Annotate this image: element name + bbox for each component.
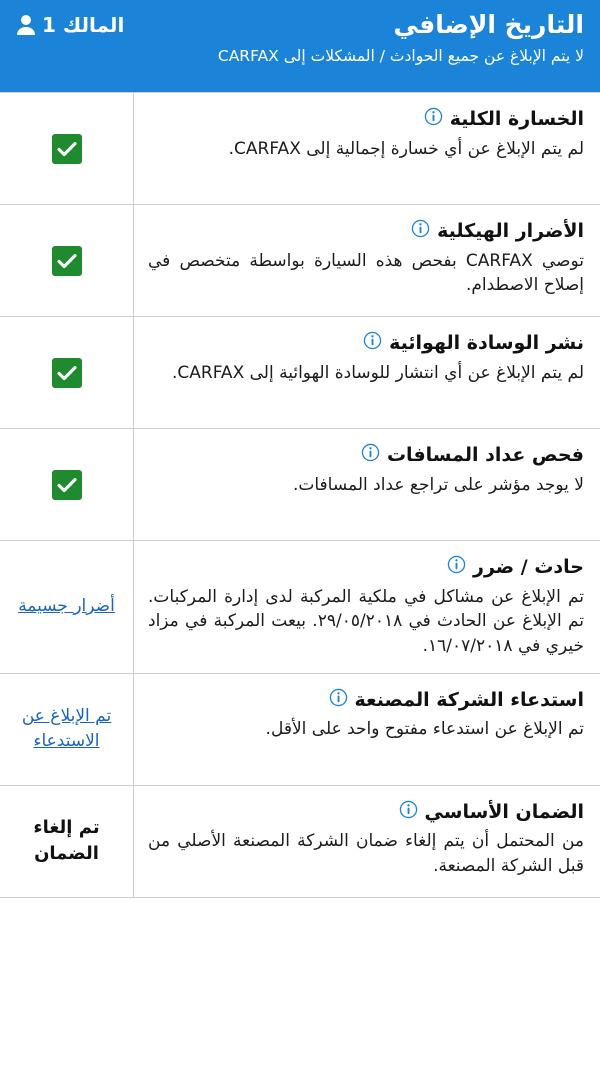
- page-title: التاريخ الإضافي: [393, 10, 584, 39]
- row-title-label: فحص عداد المسافات: [386, 444, 584, 466]
- row-title-label: حادث / ضرر: [473, 556, 584, 578]
- owner-indicator: [16, 13, 124, 37]
- info-icon[interactable]: [447, 555, 466, 581]
- row-title-label: استدعاء الشركة المصنعة: [354, 688, 584, 711]
- row-title-wrap: [148, 219, 584, 245]
- row-body-text: تم الإبلاغ عن مشاكل في ملكية المركبة لدى إدارة المركبات. تم الإبلاغ عن الحادث في ٢٩/٠٥/٢٠١٨. بيعت المركبة في مزاد خيري في ١٦/٠٧/٢٠١٨.: [148, 586, 584, 657]
- row-status-cell: [0, 674, 133, 785]
- header-subtitle: لا يتم الإبلاغ عن جميع الحوادث / المشكلات إلى CARFAX: [217, 47, 584, 65]
- info-icon[interactable]: [424, 107, 443, 133]
- row-body-text: من المحتمل أن يتم إلغاء ضمان الشركة المصنعة الأصلي من قبل الشركة المصنعة.: [148, 831, 584, 877]
- row-body-text: لم يتم الإبلاغ عن أي خسارة إجمالية إلى CARFAX.: [228, 138, 584, 159]
- row-description-cell: [133, 786, 600, 897]
- info-icon[interactable]: [363, 331, 382, 357]
- row-description-cell: [133, 541, 600, 673]
- info-icon[interactable]: [399, 800, 418, 826]
- row-status-cell: [0, 317, 133, 428]
- row-body-text: لا يوجد مؤشر على تراجع عداد المسافات.: [292, 474, 584, 495]
- row-status-cell: [0, 541, 133, 673]
- info-icon[interactable]: [329, 688, 348, 714]
- owner-label: المالك 1: [42, 13, 125, 37]
- row-body-text: لم يتم الإبلاغ عن أي انتشار للوسادة الهوائية إلى CARFAX.: [172, 362, 584, 383]
- table-row: [0, 429, 600, 541]
- row-description-cell: [133, 429, 600, 540]
- row-title-wrap: [148, 443, 584, 469]
- check-icon: [52, 470, 82, 500]
- check-icon: [52, 134, 82, 164]
- row-description-cell: [133, 674, 600, 785]
- row-title-wrap: [148, 688, 584, 714]
- row-body-text: توصي CARFAX بفحص هذه السيارة بواسطة متخصص في إصلاح الاصطدام.: [148, 250, 584, 296]
- row-status-cell: [0, 93, 133, 204]
- status-link[interactable]: تم الإبلاغ عن الاستدعاء: [21, 705, 112, 752]
- row-title-wrap: [148, 800, 584, 826]
- row-status-cell: [0, 429, 133, 540]
- info-icon[interactable]: [361, 443, 380, 469]
- table-row: [0, 674, 600, 786]
- row-title-label: نشر الوسادة الهوائية: [389, 332, 584, 354]
- check-icon: [52, 358, 82, 388]
- row-status-cell: [0, 205, 133, 316]
- row-title-wrap: [148, 331, 584, 357]
- row-title-label: الخسارة الكلية: [449, 108, 584, 130]
- row-description-cell: [133, 317, 600, 428]
- info-icon[interactable]: [411, 219, 430, 245]
- row-title-wrap: [148, 555, 584, 581]
- table-row: [0, 317, 600, 429]
- row-description-cell: [133, 205, 600, 316]
- page-header: [0, 0, 600, 92]
- header-top-row: [16, 10, 584, 40]
- table-row: [0, 93, 600, 205]
- row-status-cell: [0, 786, 133, 897]
- row-description-cell: [133, 93, 600, 204]
- person-icon: [16, 14, 36, 36]
- table-row: [0, 205, 600, 317]
- status-link[interactable]: أضرار جسيمة: [18, 596, 115, 617]
- row-body-text: تم الإبلاغ عن استدعاء مفتوح واحد على الأقل.: [265, 719, 584, 740]
- history-table: [0, 92, 600, 898]
- row-title-label: الضمان الأساسي: [424, 800, 584, 823]
- status-badge: تم إلغاء الضمان: [33, 817, 100, 865]
- row-title-wrap: [148, 107, 584, 133]
- table-row: [0, 786, 600, 898]
- row-title-label: الأضرار الهيكلية: [437, 220, 584, 242]
- check-icon: [52, 246, 82, 276]
- table-row: [0, 541, 600, 674]
